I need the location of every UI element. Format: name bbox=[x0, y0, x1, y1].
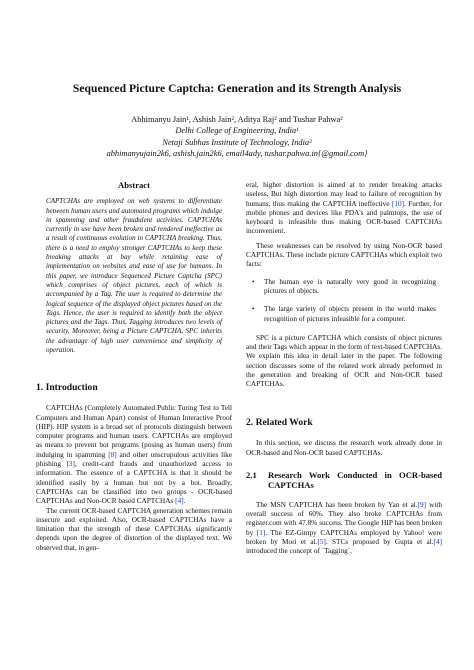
intro-text-b: and other unscrupulous activities like phishing bbox=[36, 450, 233, 469]
right-text-a: eral, higher distortion is aimed at to render breaking attacks useless, But high distortion may lead to failure of recognition by humans, thus making the CAPTCHA ineffective bbox=[246, 181, 442, 208]
related-work-paragraph: In this section, we discuss the research work already done in OCR-based and Non-OCR based CAPTCHAs. bbox=[246, 439, 442, 457]
ocr-text-a: The MSN CAPTCHA has been broken by Yan et al. bbox=[256, 500, 418, 509]
subsection-number: 2.1 bbox=[246, 469, 257, 480]
citation-link-3[interactable]: [3] bbox=[66, 460, 75, 469]
right-paragraph-3: SPC is a picture CAPTCHA which consists of object pictures and their Tags which appear in the form of text-based CAPTCHAs. We explain this idea in detail later in the paper. The following section discusses some of the related work already performed in the generation and breaking of OCR and Non-OCR based CAPTCHAs. bbox=[246, 333, 442, 389]
subsection-title: Research Work Conducted in OCR-based CAPTCHAs bbox=[268, 469, 442, 491]
list-item: • The human eye is naturally very good in recognizing pictures of objects. bbox=[246, 278, 442, 297]
related-work-heading: 2. Related Work bbox=[246, 417, 313, 428]
intro-heading: 1. Introduction bbox=[36, 382, 98, 393]
left-column bbox=[36, 181, 232, 355]
intro-paragraph-1 bbox=[36, 404, 232, 506]
list-item: • The large variety of objects present in the world makes recognition of pictures infeasible for a computer. bbox=[246, 305, 442, 324]
affiliation-1: Delhi College of Engineering, India¹ bbox=[175, 126, 299, 136]
intro-text-a: CAPTCHAs (Completely Automated Public Turing Test to Tell Computers and Human Apart) consist of Human Interactive Proof (HIP). HIP system is a broad set of protocols distinguish between computer programs and human users. CAPTCHAs are employed as means to prevent bot programs (posing as human users) from indulging in spamming bbox=[36, 404, 232, 459]
ocr-text-c: . The EZ-Gimpy CAPTCHAs employed by Yahoo! were broken by Mori et al. bbox=[246, 528, 443, 547]
ocr-text-e: introduced the concept of `Tagging`. bbox=[246, 547, 352, 556]
citation-link-1[interactable]: [1] bbox=[256, 528, 266, 537]
citation-link-5[interactable]: [5] bbox=[317, 538, 326, 547]
intro-text-d: . bbox=[183, 497, 186, 506]
subsection-heading bbox=[246, 470, 442, 491]
citation-link-8[interactable]: [8] bbox=[108, 450, 117, 459]
affiliation-2: Netaji Subhas Institute of Technology, India² bbox=[162, 137, 312, 147]
citation-link-4b[interactable]: [4] bbox=[433, 538, 442, 547]
author-emails: abhimanyujain2k6, ashish.jain2k6, email4ady, tushar.pahwa.in{@gmail.com} bbox=[106, 148, 368, 158]
facts-list bbox=[246, 278, 442, 324]
intro-paragraph-2: The current OCR-based CAPTCHA generation schemes remain insecure and exploited. Also, OCR-based CAPTCHAs have a limitation that the strength of these CAPTCHAs significantly depends upon the degree of distortion of the displayed text. We observed that, in gen- bbox=[36, 506, 232, 552]
ocr-text-b: with overall success of 60%. They also broke CAPTCHAs from register.com with 47.8% success. The Google HIP has been broken by bbox=[246, 500, 442, 537]
right-text-b: . Further, for mobile phones and devices like PDA's and palmtops, the use of keyboard is infeasible thus making OCR-based CAPTCHAs inconvenient. bbox=[246, 199, 442, 236]
abstract-heading: Abstract bbox=[118, 180, 150, 190]
intro-text-c: , credit-card frauds and unauthorized access to information. The essence of a CAPTCHA is that it should be identified easily by a human but not by a bot. Broadly, CAPTCHAs can be classified into two groups - OCR-based CAPTCHAs and Non-OCR based CAPTCHAs bbox=[36, 460, 232, 506]
author-block bbox=[0, 114, 474, 159]
ocr-text-d: . STCs proposed by Gupta et al. bbox=[325, 538, 434, 547]
right-column bbox=[246, 181, 442, 390]
related-work-section bbox=[246, 418, 442, 557]
citation-link-4[interactable]: [4] bbox=[175, 497, 184, 506]
right-paragraph-2: These weaknesses can be resolved by using Non-OCR based CAPTCHAs. These include picture CAPTCHAs which exploit two facts: bbox=[246, 241, 442, 269]
right-paragraph-1 bbox=[246, 181, 442, 237]
intro-section bbox=[36, 383, 232, 553]
citation-link-9[interactable]: [9] bbox=[417, 500, 427, 509]
ocr-work-paragraph bbox=[246, 501, 442, 557]
authors-line: Abhimanyu Jain¹, Ashish Jain², Aditya Raj² and Tushar Pahwa² bbox=[131, 115, 343, 124]
paper-title: Sequenced Picture Captcha: Generation and its Strength Analysis bbox=[72, 82, 402, 95]
abstract-text: CAPTCHAs are employed on web systems to differentiate between human users and automated programs which indulge in spamming and other fraudulent activities. CAPTCHAs currently in use have been broken and rendered ineffective as a result of continuous evolution in CAPTCHA breaking. Thus, there is a need to employ stronger CAPTCHAs to keep these breaking attacks at bay while retaining ease of implementation on websites and ease of use for humans. In this paper, we introduce Sequenced Picture Captcha (SPC) which comprises of object pictures, each of which is accompanied by a Tag. The user is required to determine the logical sequence of the displayed object pictures based on the Tags. Hence, the user is required to identify both the object pictures and the Tags. Thus, Tagging introduces two levels of security. Moreover, being a Picture CAPTCHA, SPC inherits the advantage of high user convenience and simplicity of operation. bbox=[46, 197, 222, 355]
citation-link-10[interactable]: [10] bbox=[391, 199, 405, 208]
